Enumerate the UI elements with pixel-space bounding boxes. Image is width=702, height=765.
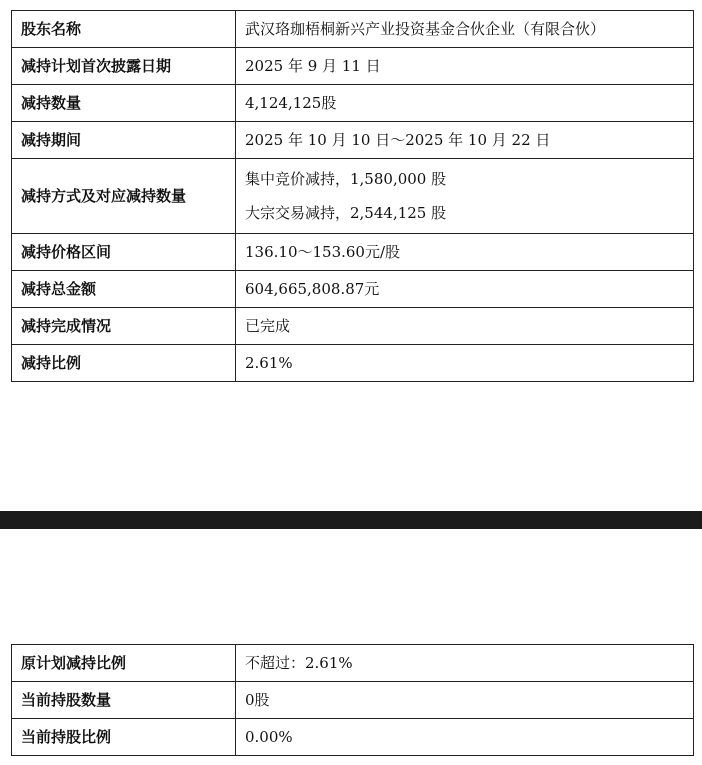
reduction-summary-table [11,10,694,382]
row-label: 减持计划首次披露日期 [12,48,236,85]
row-label: 减持总金额 [12,271,236,308]
row-value: 136.10～153.60元/股 [236,234,694,271]
row-value: 2.61% [236,345,694,382]
table-row [12,645,694,682]
row-value: 604,665,808.87元 [236,271,694,308]
row-value: 不超过：2.61% [236,645,694,682]
row-value: 2025 年 10 月 10 日～2025 年 10 月 22 日 [236,122,694,159]
row-value [236,159,694,234]
table-row [12,48,694,85]
table-row [12,345,694,382]
row-value: 武汉珞珈梧桐新兴产业投资基金合伙企业（有限合伙） [236,11,694,48]
table-row [12,234,694,271]
table-row [12,308,694,345]
row-value: 0.00% [236,719,694,756]
page-divider [0,511,702,529]
row-label: 减持比例 [12,345,236,382]
table-row [12,159,694,234]
row-label: 减持完成情况 [12,308,236,345]
row-value: 已完成 [236,308,694,345]
table-row [12,719,694,756]
table-row [12,85,694,122]
value-line: 大宗交易减持，2,544,125 股 [245,203,447,222]
table-row [12,682,694,719]
value-line: 集中竞价减持，1,580,000 股 [245,169,447,188]
row-value: 0股 [236,682,694,719]
row-label: 减持价格区间 [12,234,236,271]
row-label: 减持方式及对应减持数量 [12,159,236,234]
row-label: 原计划减持比例 [12,645,236,682]
table-row [12,11,694,48]
row-value: 2025 年 9 月 11 日 [236,48,694,85]
row-label: 当前持股数量 [12,682,236,719]
row-label: 股东名称 [12,11,236,48]
holding-status-table [11,644,694,756]
table-row [12,271,694,308]
row-label: 减持数量 [12,85,236,122]
row-label: 减持期间 [12,122,236,159]
row-value: 4,124,125股 [236,85,694,122]
table-row [12,122,694,159]
row-label: 当前持股比例 [12,719,236,756]
